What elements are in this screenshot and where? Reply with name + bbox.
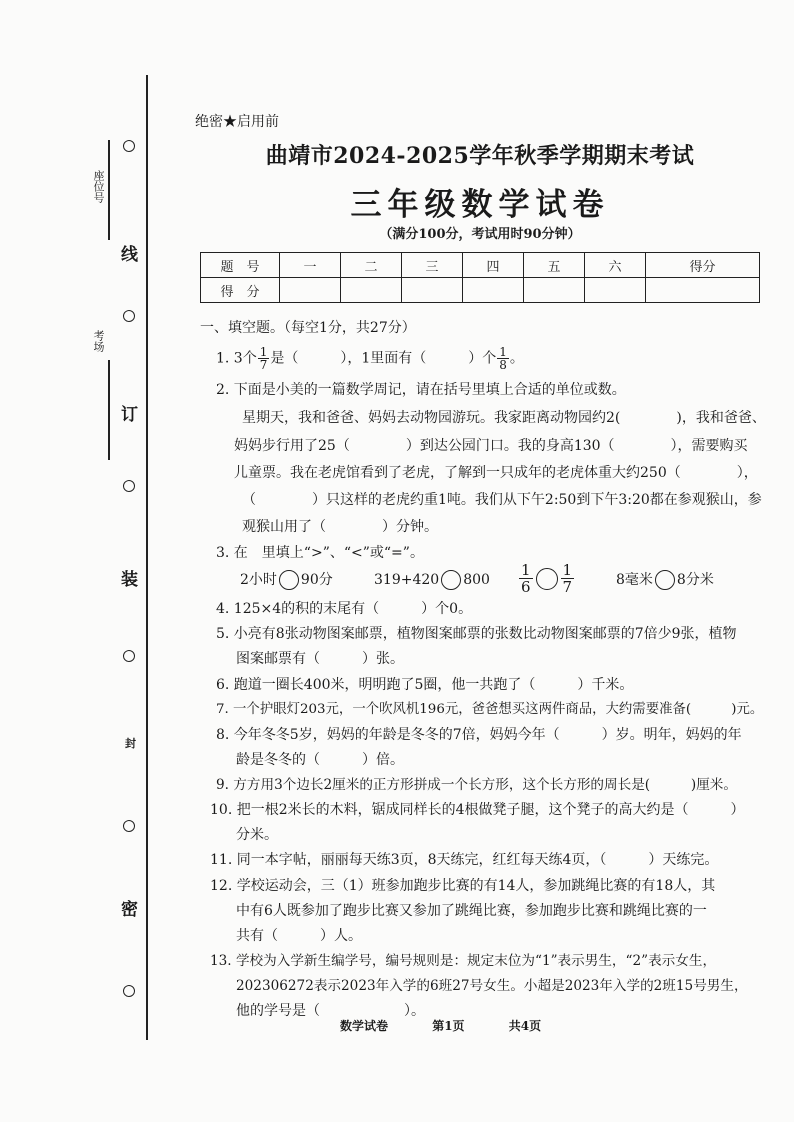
compare-circle[interactable] (655, 570, 675, 590)
footer-page: 第1页 (432, 1019, 465, 1033)
question-13: 13. 学校为入学新生编学号，编号规则是：规定末位为“1”表示男生，“2”表示女生， (210, 953, 717, 969)
score-cell: 二 (341, 253, 402, 278)
question-4: 4. 125×4的积的末尾有（ ）个0。 (216, 601, 473, 617)
seat-number-label: 座位号 (92, 170, 105, 203)
question-8-line: 龄是冬冬的（ ）倍。 (236, 752, 404, 768)
binding-hole (123, 650, 135, 662)
question-2-line: 妈妈步行用了25（ ）到达公园门口。我的身高130（ ），需要购买 (234, 438, 748, 454)
score-cell: 四 (463, 253, 524, 278)
score-input-cell[interactable] (463, 278, 524, 303)
question-10-line: 分米。 (236, 827, 278, 843)
question-3-item: 8毫米 8分米 (616, 572, 714, 588)
question-13-line: 他的学号是（ ）。 (236, 1003, 425, 1019)
question-6: 6. 跑道一圈长400米，明明跑了5圈，他一共跑了（ ）千米。 (216, 677, 634, 693)
binding-mark: 密 (121, 900, 138, 920)
score-table-score-row (201, 278, 760, 303)
score-input-cell[interactable] (280, 278, 341, 303)
q1-text-b: 是（ ），1里面有（ ）个 (270, 350, 497, 367)
score-cell: 五 (524, 253, 585, 278)
score-cell: 得分 (646, 253, 760, 278)
binding-line (146, 75, 148, 1040)
compare-circle[interactable] (441, 570, 461, 590)
question-5: 5. 小亮有8张动物图案邮票，植物图案邮票的张数比动物图案邮票的7倍少9张，植物 (216, 626, 737, 642)
q1-text-c: 。 (509, 350, 524, 367)
page-footer (340, 1017, 581, 1034)
binding-mark: 装 (121, 570, 138, 590)
question-2-prompt: 2. 下面是小美的一篇数学周记，请在括号里填上合适的单位或数。 (216, 382, 626, 398)
question-12: 12. 学校运动会，三（1）班参加跑步比赛的有14人，参加跳绳比赛的有18人，其 (210, 878, 716, 894)
score-cell: 题 号 (201, 253, 280, 278)
fraction-one-eighth: $\frac{1}{8}$ (499, 345, 507, 372)
seat-number-line (108, 140, 110, 240)
score-cell: 得 分 (201, 278, 280, 303)
question-12-line: 共有（ ）人。 (236, 928, 362, 944)
question-2-line: 观猴山用了（ ）分钟。 (242, 519, 438, 535)
question-9: 9. 方方用3个边长2厘米的正方形拼成一个长方形，这个长方形的周长是( )厘米。 (216, 777, 737, 793)
binding-hole (123, 820, 135, 832)
score-table-header-row (201, 253, 760, 278)
question-10: 10. 把一根2米长的木料，锯成同样长的4根做凳子腿，这个凳子的高大约是（ ） (210, 802, 745, 818)
secret-mark: 绝密★启用前 (195, 114, 279, 130)
score-input-cell[interactable] (524, 278, 585, 303)
compare-circle[interactable] (279, 570, 299, 590)
footer-subject: 数学试卷 (340, 1019, 389, 1033)
question-7: 7. 一个护眼灯203元，一个吹风机196元，爸爸想买这两件商品，大约需要准备( )元。 (216, 702, 764, 717)
binding-hole (123, 140, 135, 152)
question-12-line: 中有6人既参加了跑步比赛又参加了跳绳比赛，参加跑步比赛和跳绳比赛的一 (236, 903, 707, 919)
exam-header (195, 111, 765, 242)
question-3-item: 319+420 800 (374, 572, 490, 588)
question-2-line: （ ）只这样的老虎约重1吨。我们从下午2:50到下午3:20都在参观猴山，参 (242, 492, 762, 508)
question-3-item: 2小时 90分 (240, 572, 333, 588)
binding-mark: 线 (121, 245, 138, 265)
question-11: 11. 同一本字帖，丽丽每天练3页，8天练完，红红每天练4页，（ ）天练完。 (210, 852, 719, 868)
q1-text-a: 1. 3个 (216, 350, 257, 367)
fraction-one-seventh: $\frac{1}{7}$ (259, 345, 268, 372)
binding-mark: 订 (121, 405, 138, 425)
question-13-line: 202306272表示2023年入学的6班27号女生。小超是2023年入学的2班15号男生， (236, 978, 748, 994)
binding-mark: 封 (125, 737, 136, 750)
score-input-cell[interactable] (402, 278, 463, 303)
score-input-cell[interactable] (585, 278, 646, 303)
exam-room-label: 考场 (92, 330, 105, 352)
binding-hole (123, 310, 135, 322)
score-table (200, 252, 760, 303)
question-3-prompt: 3. 在 里填上“>”、“<”或“=”。 (216, 545, 424, 561)
score-cell: 三 (402, 253, 463, 278)
question-8: 8. 今年冬冬5岁，妈妈的年龄是冬冬的7倍，妈妈今年（ ）岁。明年，妈妈的年 (216, 727, 742, 743)
exam-room-line (108, 360, 110, 460)
question-2-line: 星期天，我和爸爸、妈妈去动物园游玩。我家距离动物园约2( )，我和爸爸、 (242, 410, 766, 426)
question-5-line: 图案邮票有（ ）张。 (236, 651, 404, 667)
score-input-cell[interactable] (341, 278, 402, 303)
exam-note: （满分100分，考试用时90分钟） (379, 227, 581, 242)
score-cell: 六 (585, 253, 646, 278)
paper-title: 三年级数学试卷 (350, 187, 610, 223)
score-input-cell[interactable] (646, 278, 760, 303)
exam-title: 曲靖市2024-2025学年秋季学期期末考试 (265, 143, 695, 169)
binding-hole (123, 985, 135, 997)
question-1 (216, 346, 524, 371)
fraction-one-sixth: $\frac{1}{6}$ (521, 561, 531, 596)
score-cell: 一 (280, 253, 341, 278)
fraction-one-seventh: $\frac{1}{7}$ (562, 561, 573, 596)
question-3-item (518, 562, 575, 595)
question-2-line: 儿童票。我在老虎馆看到了老虎，了解到一只成年的老虎体重大约250（ ）， (234, 465, 758, 481)
footer-total: 共4页 (508, 1019, 542, 1033)
section-heading: 一、填空题。（每空1分，共27分） (200, 320, 416, 336)
binding-hole (123, 480, 135, 492)
compare-circle[interactable] (536, 568, 558, 590)
